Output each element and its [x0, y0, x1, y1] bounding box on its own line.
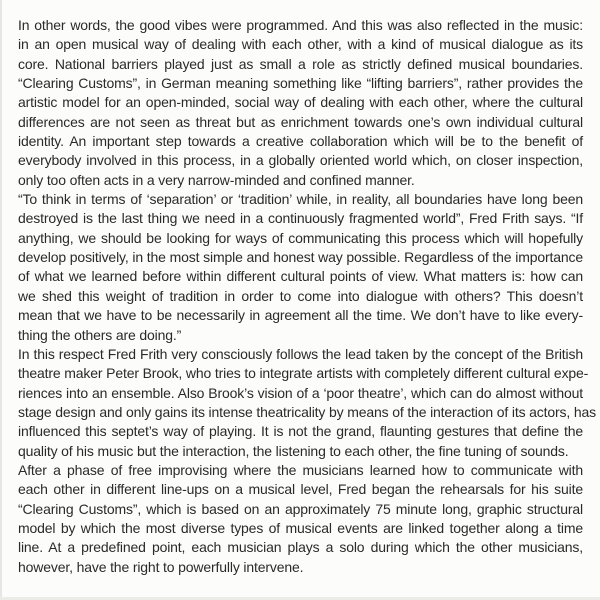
text-line: we shed this weight of tradition in order to come into dialogue with others? This doesn’t — [18, 287, 583, 304]
paragraph — [18, 461, 583, 577]
text-line: “To think in terms of ‘separation’ or ‘tradition’ while, in reality, all boundaries have long been — [18, 191, 583, 208]
text-line: differences are not seen as threat but as enrichment towards one’s own individual cultural — [18, 113, 583, 130]
text-line: destroyed is the last thing we need in a continuously fragmented world”, Fred Frith says. “If — [18, 210, 583, 227]
text-line: After a phase of free improvising where the musicians learned how to communicate with — [18, 461, 583, 478]
text-line: theatre maker Peter Brook, who tries to integrate artists with completely different cultural expe- — [18, 365, 589, 382]
text-line: in an open musical way of dealing with each other, with a kind of musical dialogue as its — [18, 36, 583, 53]
text-line: artistic model for an open-minded, social way of dealing with each other, where the cultural — [18, 94, 583, 111]
text-line: develop positively, in the most simple and honest way possible. Regardless of the importance — [18, 249, 583, 266]
text-line: mean that we have to be necessarily in agreement all the time. We don’t have to like every- — [18, 307, 583, 324]
text-line: of what we learned before within different cultural points of view. What matters is: how can — [18, 268, 583, 285]
text-line: core. National barriers played just as small a role as strictly defined musical boundaries. — [18, 55, 583, 72]
text-line: In this respect Fred Frith very consciously follows the lead taken by the concept of the British — [18, 345, 583, 362]
text-line: “Clearing Customs”, in German meaning something like “lifting barriers”, rather provides the — [18, 75, 583, 92]
text-line: influenced this septet’s way of playing. It is not the grand, flaunting gestures that define the — [18, 423, 583, 440]
paragraph — [18, 190, 583, 345]
text-line: however, have the right to powerfully intervene. — [18, 558, 304, 575]
text-line: quality of his music but the interaction, the listening to each other, the fine tuning of sounds. — [18, 442, 569, 459]
text-line: stage design and only gains its intense theatricality by means of the interaction of its actors, has — [18, 403, 596, 420]
text-line: “Clearing Customs”, which is based on an approximately 75 minute long, graphic structural — [18, 500, 583, 517]
text-line: anything, we should be looking for ways of communicating this process which will hopefully — [18, 229, 583, 246]
text-line: model by which the most diverse types of musical events are linked together along a time — [18, 519, 583, 536]
text-line: thing the others are doing.” — [18, 326, 182, 343]
text-line: identity. An important step towards a creative collaboration which will be to the benefit of — [18, 133, 583, 150]
page-edge-shadow — [0, 0, 2, 600]
text-line: only too often acts in a very narrow-minded and confined manner. — [18, 171, 415, 188]
text-line: In other words, the good vibes were programmed. And this was also reflected in the music: — [18, 17, 583, 33]
paragraph — [18, 345, 596, 461]
text-line: line. At a predefined point, each musician plays a solo during which the other musicians, — [18, 539, 583, 556]
document-body — [18, 16, 596, 577]
text-line: each other in different line-ups on a musical level, Fred began the rehearsals for his suite — [18, 481, 583, 498]
text-line: everybody involved in this process, in a globally oriented world which, on closer inspection, — [18, 152, 583, 169]
paragraph — [18, 16, 583, 190]
text-line: riences into an ensemble. Also Brook’s vision of a ‘poor theatre’, which can do almost without — [18, 384, 583, 401]
